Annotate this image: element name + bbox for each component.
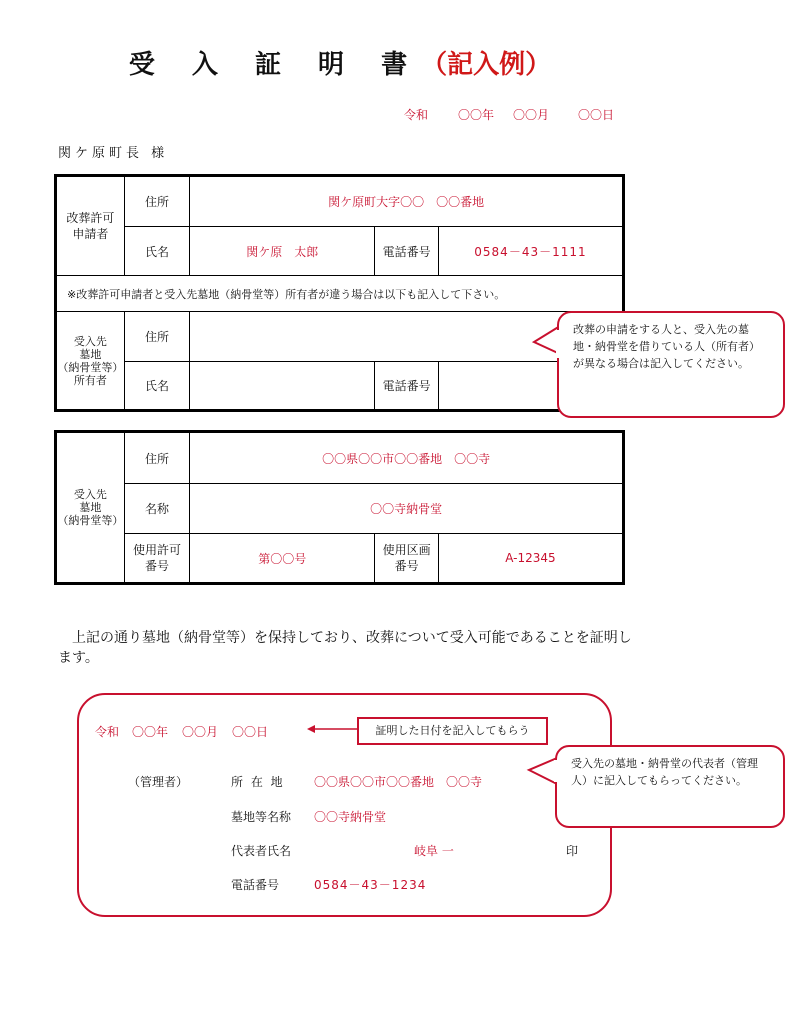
cert-phone-value[interactable]: 0584－43－1234	[314, 878, 427, 892]
owner-note-row: ※改葬許可申請者と受入先墓地（納骨堂等）所有者が違う場合は以下も記入して下さい。	[56, 276, 624, 312]
applicant-owner-table	[54, 174, 625, 412]
facility-value[interactable]: 〇〇寺納骨堂	[314, 810, 387, 824]
cemetery-address-value[interactable]: 〇〇県〇〇市〇〇番地 〇〇寺	[190, 432, 624, 484]
owner-address-label: 住所	[124, 312, 190, 362]
location-label: 所 在 地	[231, 775, 285, 789]
date-day: 〇〇日	[578, 108, 615, 122]
applicant-name-value[interactable]: 関ケ原 太郎	[190, 227, 375, 276]
cert-date-year: 〇〇年	[132, 725, 169, 739]
cert-date-era: 令和	[95, 725, 120, 739]
owner-callout-bubble: 改葬の申請をする人と、受入先の墓地・納骨堂を借りている人（所有者）が異なる場合は記入してください。	[557, 311, 785, 418]
owner-bubble-tail-mask	[556, 330, 562, 358]
addressee: 関ケ原町長 様	[58, 146, 169, 161]
cemetery-address-label: 住所	[124, 432, 190, 484]
title-main: 受 入 証 明 書	[128, 50, 422, 80]
date-month: 〇〇月	[513, 108, 550, 122]
applicant-address-label: 住所	[124, 176, 190, 227]
applicant-phone-label: 電話番号	[375, 227, 439, 276]
applicant-name-label: 氏名	[124, 227, 190, 276]
cemetery-group-label: 受入先 墓地 （納骨堂等）	[56, 432, 125, 584]
manager-label: （管理者）	[128, 775, 189, 789]
manager-bubble-tail-mask	[554, 760, 560, 782]
title-example-tag: （記入例）	[421, 50, 552, 80]
owner-phone-label: 電話番号	[375, 362, 439, 411]
cert-date-month: 〇〇月	[182, 725, 219, 739]
cert-date-day: 〇〇日	[232, 725, 269, 739]
cemetery-section-label: 使用区画 番号	[375, 534, 439, 584]
cemetery-name-value[interactable]: 〇〇寺納骨堂	[190, 484, 624, 534]
location-value[interactable]: 〇〇県〇〇市〇〇番地 〇〇寺	[314, 775, 483, 789]
certification-text: 上記の通り墓地（納骨堂等）を保持しており、改葬について受入可能であることを証明します。	[58, 630, 632, 666]
cemetery-name-label: 名称	[124, 484, 190, 534]
cemetery-section-value[interactable]: A-12345	[438, 534, 623, 584]
manager-callout-bubble: 受入先の墓地・納骨堂の代表者（管理人）に記入してもらってください。	[555, 745, 785, 828]
applicant-phone-value[interactable]: 0584－43－1111	[438, 227, 623, 276]
facility-label: 墓地等名称	[231, 810, 292, 824]
rep-label: 代表者氏名	[231, 844, 292, 858]
owner-name-label: 氏名	[124, 362, 190, 411]
rep-value[interactable]: 岐阜 一	[414, 844, 454, 858]
date-note-box: 証明した日付を記入してもらう	[357, 717, 548, 745]
owner-name-value[interactable]	[190, 362, 375, 411]
cemetery-permit-value[interactable]: 第〇〇号	[190, 534, 375, 584]
date-year: 〇〇年	[458, 108, 495, 122]
date-arrow-icon	[305, 722, 361, 736]
seal-mark: 印	[566, 844, 579, 858]
owner-group-label: 受入先 墓地 （納骨堂等） 所有者	[56, 312, 125, 411]
applicant-address-value[interactable]: 関ケ原町大字〇〇 〇〇番地	[190, 176, 624, 227]
cemetery-table	[54, 430, 625, 585]
applicant-group-label: 改葬許可 申請者	[56, 176, 125, 276]
date-era: 令和	[404, 108, 429, 122]
cert-phone-label: 電話番号	[231, 878, 280, 892]
cemetery-permit-label: 使用許可 番号	[124, 534, 190, 584]
document-title	[0, 44, 680, 81]
